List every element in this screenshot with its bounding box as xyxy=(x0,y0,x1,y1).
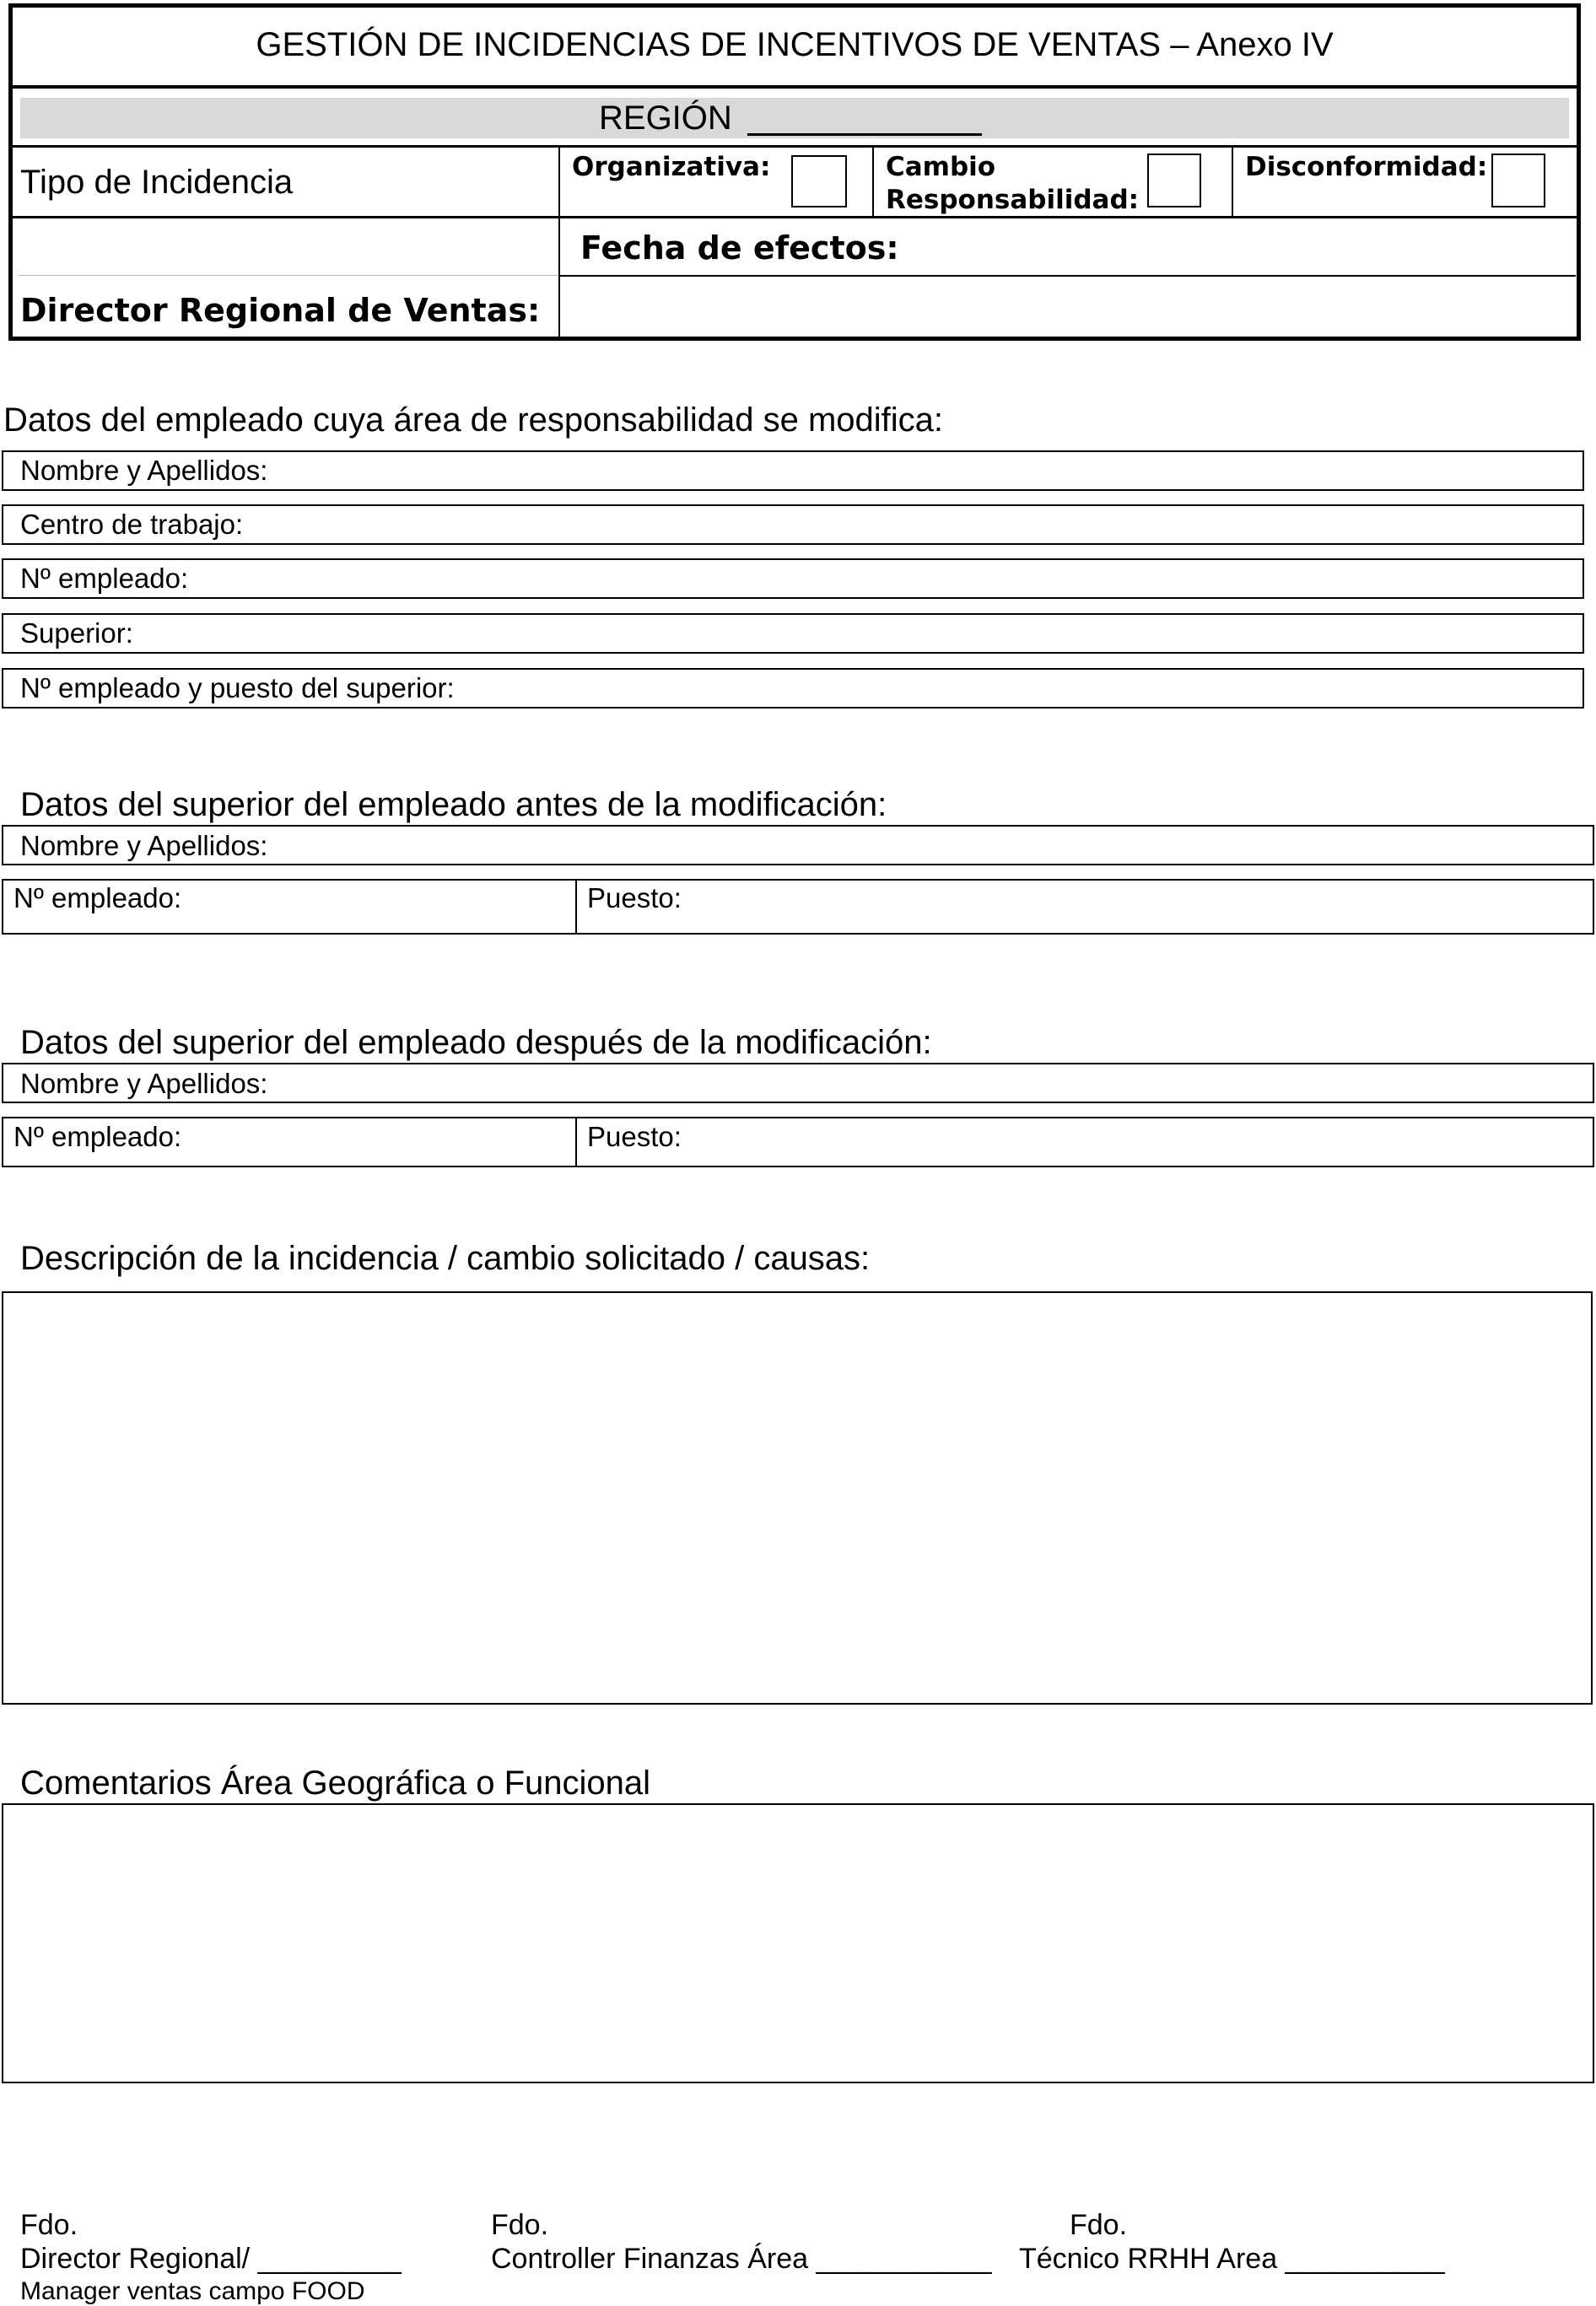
option-organizativa-label: Organizativa: xyxy=(572,152,771,182)
empleado-centro-label: Centro de trabajo: xyxy=(20,509,244,540)
divider xyxy=(8,216,1581,218)
superior-antes-numero-label: Nº empleado: xyxy=(13,882,182,913)
tipo-incidencia-label: Tipo de Incidencia xyxy=(20,164,294,201)
disconformidad-checkbox[interactable] xyxy=(1491,154,1545,207)
divider xyxy=(558,145,560,341)
cambio-responsabilidad-checkbox[interactable] xyxy=(1147,154,1201,207)
superior-despues-puesto-field[interactable] xyxy=(575,1117,1594,1167)
organizativa-checkbox[interactable] xyxy=(791,155,847,207)
director-regional-input[interactable] xyxy=(562,280,1574,336)
section-title-descripcion: Descripción de la incidencia / cambio solicitado / causas: xyxy=(20,1240,871,1277)
fecha-efectos-label: Fecha de efectos: xyxy=(580,229,899,267)
superior-despues-nombre-label: Nombre y Apellidos: xyxy=(20,1068,268,1099)
option-cambio-label-2: Responsabilidad: xyxy=(886,185,1140,215)
form-title: GESTIÓN DE INCIDENCIAS DE INCENTIVOS DE VENTAS – Anexo IV xyxy=(256,26,1334,63)
firma-director-label: Director Regional/ _________ xyxy=(20,2243,402,2275)
firma-controller-fdo: Fdo. xyxy=(491,2209,549,2241)
empleado-superior-field[interactable] xyxy=(2,613,1584,654)
firma-tecnico-label: Técnico RRHH Area __________ xyxy=(1019,2243,1445,2275)
divider xyxy=(8,85,1581,89)
divider xyxy=(558,275,1576,277)
firma-director-fdo: Fdo. xyxy=(20,2209,78,2241)
region-bar xyxy=(20,98,1569,138)
director-regional-label: Director Regional de Ventas: xyxy=(20,292,541,329)
empleado-numero-field[interactable] xyxy=(2,558,1584,599)
section-title-superior-antes: Datos del superior del empleado antes de la modificación: xyxy=(20,786,887,823)
empleado-nombre-label: Nombre y Apellidos: xyxy=(20,455,268,486)
comentarios-textarea[interactable] xyxy=(2,1803,1594,2083)
superior-despues-numero-label: Nº empleado: xyxy=(13,1121,182,1152)
fecha-efectos-input[interactable] xyxy=(562,221,1574,272)
superior-antes-puesto-field[interactable] xyxy=(575,879,1594,935)
divider xyxy=(19,275,558,276)
firma-controller-label: Controller Finanzas Área ___________ xyxy=(491,2243,992,2275)
divider xyxy=(872,145,874,218)
superior-despues-puesto-label: Puesto: xyxy=(587,1121,682,1152)
option-cambio-label-1: Cambio xyxy=(886,152,996,182)
empleado-superior-label: Superior: xyxy=(20,617,133,649)
region-label: REGIÓN xyxy=(599,100,732,137)
firma-tecnico-fdo: Fdo. xyxy=(1070,2209,1128,2241)
section-title-superior-despues: Datos del superior del empleado después de la modificación: xyxy=(20,1024,932,1061)
superior-antes-nombre-label: Nombre y Apellidos: xyxy=(20,830,268,861)
empleado-numero-puesto-superior-label: Nº empleado y puesto del superior: xyxy=(20,672,455,703)
descripcion-textarea[interactable] xyxy=(2,1291,1593,1705)
region-blank-line xyxy=(747,133,982,136)
divider xyxy=(8,145,1581,148)
divider xyxy=(1232,145,1233,218)
section-title-comentarios: Comentarios Área Geográfica o Funcional xyxy=(20,1765,651,1802)
section-title-empleado: Datos del empleado cuya área de responsabilidad se modifica: xyxy=(3,401,944,439)
empleado-numero-label: Nº empleado: xyxy=(20,563,189,594)
option-disconformidad-label: Disconformidad: xyxy=(1245,152,1488,182)
superior-antes-puesto-label: Puesto: xyxy=(587,882,682,913)
firma-director-sublabel: Manager ventas campo FOOD xyxy=(20,2277,365,2305)
